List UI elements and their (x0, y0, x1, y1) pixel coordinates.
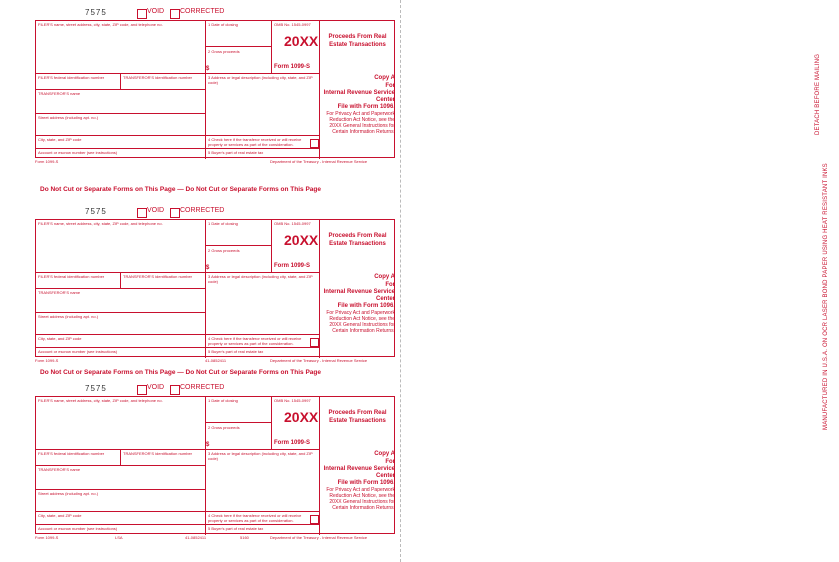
copy-a-label: Copy A (374, 451, 395, 457)
omb-label: OMB No. 1545-0997 (274, 221, 311, 226)
copy-file-label: File with Form 1096. (337, 104, 395, 110)
year-label: 20XX (284, 409, 319, 425)
city-label: City, state, and ZIP code (38, 336, 82, 341)
filer-name-field[interactable] (36, 21, 206, 74)
year-label: 20XX (284, 33, 319, 49)
street-label: Street address (including apt. no.) (38, 314, 99, 319)
corrected-checkbox[interactable] (170, 208, 180, 218)
copy-for-label: For (385, 83, 395, 89)
box1-label: 1 Date of closing (208, 398, 238, 403)
footer-dept: Department of the Treasury - Internal Revenue Service (270, 358, 368, 363)
copy-a-label: Copy A (374, 75, 395, 81)
transferor-tin-label: TRANSFEROR'S identification number (123, 451, 193, 456)
box5-label: 5 Buyer's part of real estate tax (208, 526, 264, 531)
box5-label: 5 Buyer's part of real estate tax (208, 349, 264, 354)
footer-cat: 41-0852411 (205, 358, 227, 363)
copy-privacy-label: For Privacy Act and Paperwork Reduction Act Notice, see the 20XX General Instructions for Certain Information Returns. (326, 111, 395, 135)
void-label: VOID (147, 8, 165, 15)
omb-label: OMB No. 1545-0997 (274, 22, 311, 27)
corrected-label: CORRECTED (180, 384, 225, 391)
copy-irs-label: Internal Revenue Service Center (323, 466, 395, 479)
box3-label: 3 Address or legal description (including city, state, and ZIP code) (208, 75, 313, 85)
form-code: 7575 (85, 384, 107, 393)
form-1099s-1 (35, 8, 395, 166)
corrected-label: CORRECTED (180, 8, 225, 15)
corrected-checkbox[interactable] (170, 385, 180, 395)
filer-tin-label: FILER'S federal identification number (38, 75, 105, 80)
void-label: VOID (147, 384, 165, 391)
dollar-sign: $ (206, 442, 210, 448)
year-label: 20XX (284, 232, 319, 248)
corrected-checkbox[interactable] (170, 9, 180, 19)
copy-irs-label: Internal Revenue Service Center (323, 289, 395, 302)
box4-label: 4 Check here if the transferor received or will receive property or services as part of the consideration. (208, 336, 302, 346)
copy-a-label: Copy A (374, 274, 395, 280)
transferor-tin-label: TRANSFEROR'S identification number (123, 274, 193, 279)
transferor-tin-label: TRANSFEROR'S identification number (123, 75, 193, 80)
form-header (35, 207, 395, 219)
cut-warning: Do Not Cut or Separate Forms on This Page — Do Not Cut or Separate Forms on This Page (40, 369, 321, 376)
form-1099s-3 (35, 384, 395, 542)
street-label: Street address (including apt. no.) (38, 115, 99, 120)
form-label: Form 1099-S (274, 440, 311, 446)
dollar-sign: $ (206, 265, 210, 271)
proceeds-title: Proceeds From Real Estate Transactions (328, 34, 387, 48)
filer-label: FILER'S name, street address, city, state, ZIP code, and telephone no. (38, 398, 163, 403)
filer-name-field[interactable] (36, 220, 206, 273)
copy-irs-label: Internal Revenue Service Center (323, 90, 395, 103)
footer-lsa: LSA (115, 535, 123, 540)
transferor-name-label: TRANSFEROR'S name (38, 290, 81, 295)
box4-checkbox[interactable] (310, 139, 319, 148)
box2-label: 2 Gross proceeds (208, 49, 240, 54)
corrected-label: CORRECTED (180, 207, 225, 214)
form-1099s-2 (35, 207, 395, 365)
form-header (35, 8, 395, 20)
form-label: Form 1099-S (274, 64, 311, 70)
footer-dept: Department of the Treasury - Internal Revenue Service (270, 159, 368, 164)
detach-stub (400, 0, 829, 562)
box1-label: 1 Date of closing (208, 22, 238, 27)
omb-label: OMB No. 1545-0997 (274, 398, 311, 403)
footer-dept: Department of the Treasury - Internal Revenue Service (270, 535, 368, 540)
stub-text-2: MANUFACTURED IN U.S.A. ON OCR LASER BOND PAPER USING HEAT RESISTANT INKS (823, 163, 829, 430)
proceeds-title: Proceeds From Real Estate Transactions (328, 410, 387, 424)
form-code: 7575 (85, 207, 107, 216)
stub-text-1: DETACH BEFORE MAILING (815, 53, 821, 135)
form-grid (35, 396, 395, 534)
void-checkbox[interactable] (137, 208, 147, 218)
box4-label: 4 Check here if the transferor received or will receive property or services as part of the consideration. (208, 137, 302, 147)
filer-label: FILER'S name, street address, city, state, ZIP code, and telephone no. (38, 221, 163, 226)
form-grid (35, 20, 395, 158)
transferor-name-label: TRANSFEROR'S name (38, 467, 81, 472)
city-label: City, state, and ZIP code (38, 137, 82, 142)
box3-label: 3 Address or legal description (including city, state, and ZIP code) (208, 274, 313, 284)
cut-warning: Do Not Cut or Separate Forms on This Page — Do Not Cut or Separate Forms on This Page (40, 186, 321, 193)
footer-form: Form 1099-S (35, 159, 59, 164)
account-label: Account or escrow number (see instructions) (38, 150, 118, 155)
stub-text (809, 10, 839, 550)
void-checkbox[interactable] (137, 385, 147, 395)
box5-label: 5 Buyer's part of real estate tax (208, 150, 264, 155)
filer-label: FILER'S name, street address, city, state, ZIP code, and telephone no. (38, 22, 163, 27)
form-grid (35, 219, 395, 357)
footer-cat: 41-0852411 (185, 535, 207, 540)
filer-name-field[interactable] (36, 397, 206, 450)
account-label: Account or escrow number (see instructions) (38, 526, 118, 531)
dollar-sign: $ (206, 66, 210, 72)
copy-privacy-label: For Privacy Act and Paperwork Reduction Act Notice, see the 20XX General Instructions for Certain Information Returns. (326, 487, 395, 511)
filer-tin-label: FILER'S federal identification number (38, 274, 105, 279)
box2-label: 2 Gross proceeds (208, 425, 240, 430)
account-label: Account or escrow number (see instructions) (38, 349, 118, 354)
transferor-name-label: TRANSFEROR'S name (38, 91, 81, 96)
box4-label: 4 Check here if the transferor received or will receive property or services as part of the consideration. (208, 513, 302, 523)
box2-label: 2 Gross proceeds (208, 248, 240, 253)
city-label: City, state, and ZIP code (38, 513, 82, 518)
form-code: 7575 (85, 8, 107, 17)
proceeds-title: Proceeds From Real Estate Transactions (328, 233, 387, 247)
box4-checkbox[interactable] (310, 338, 319, 347)
void-checkbox[interactable] (137, 9, 147, 19)
footer-s: 5160 (240, 535, 249, 540)
filer-tin-label: FILER'S federal identification number (38, 451, 105, 456)
footer-form: Form 1099-S (35, 358, 59, 363)
copy-for-label: For (385, 459, 395, 465)
copy-for-label: For (385, 282, 395, 288)
form-header (35, 384, 395, 396)
street-label: Street address (including apt. no.) (38, 491, 99, 496)
copy-file-label: File with Form 1096. (337, 303, 395, 309)
footer-form: Form 1099-S (35, 535, 59, 540)
copy-file-label: File with Form 1096. (337, 480, 395, 486)
void-label: VOID (147, 207, 165, 214)
copy-privacy-label: For Privacy Act and Paperwork Reduction Act Notice, see the 20XX General Instructions for Certain Information Returns. (326, 310, 395, 334)
box4-checkbox[interactable] (310, 515, 319, 524)
box1-label: 1 Date of closing (208, 221, 238, 226)
form-label: Form 1099-S (274, 263, 311, 269)
box3-label: 3 Address or legal description (including city, state, and ZIP code) (208, 451, 313, 461)
